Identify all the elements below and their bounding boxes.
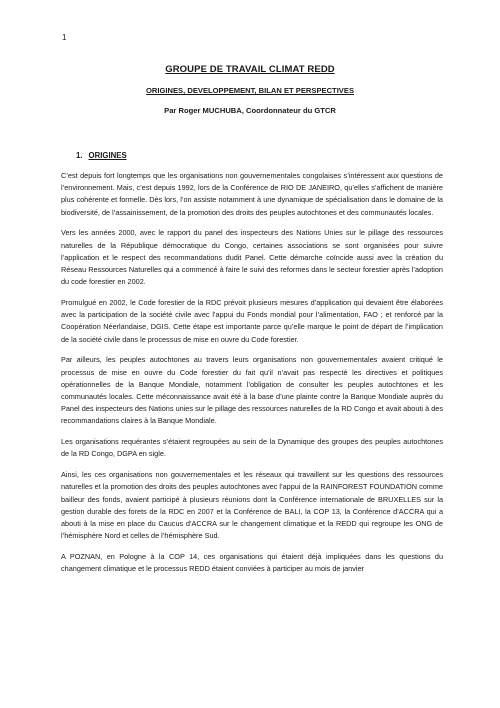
document-title: GROUPE DE TRAVAIL CLIMAT REDD — [165, 64, 335, 75]
body-text — [61, 170, 443, 584]
paragraph: Les organisations requérantes s’étaient regroupées au sein de la Dynamique des groupes des peuples autochtones de la RD Congo, DGPA en sigle. — [61, 437, 443, 459]
section-number: 1. — [76, 151, 83, 160]
paragraph: Par ailleurs, les peuples autochtones au travers leurs organisations non gouvernementales avaient critiqué le processus de mise en ouvre du Code forestier du fait qu’il n’avait pas respecté les directives et politiques opérationnelles de la Banque Mondiale, notamment l’obligation de consulter les peuples autochtones et les communautés locales. Cette méconnaissance avait été à la base d’une plainte contre la Banque Mondiale auprès du Panel des inspecteurs des Nations unies sur le pillage des ressources naturelles de la RD Congo et avait abouti à des recommandations claires à la Banque Mondiale. — [61, 355, 443, 426]
section-title: ORIGINES — [88, 151, 127, 160]
author-line: Par Roger MUCHUBA, Coordonnateur du GTCR — [164, 106, 336, 115]
paragraph: C’est depuis fort longtemps que les organisations non gouvernementales congolaises s’intéressent aux questions de l’environnement. Mais, c’est depuis 1992, lors de la Conférence de RIO DE JANEIRO, qu’elles s’affichent de manière plus cohérente et formelle. Dès lors, l’on assiste notamment à une dynamique de spécialisation dans le domaine de la biodiversité, de l’assainissement, de la promotion des droits des peuples autochtones et des communautés locales. — [61, 171, 443, 217]
paragraph: A POZNAN, en Pologne à la COP 14, ces organisations qui étaient déjà impliquées dans les questions du changement climatique et le processus REDD étaient conviées à participer au mois de janvier — [61, 552, 443, 574]
paragraph: Ainsi, les ces organisations non gouvernementales et les réseaux qui travaillent sur les questions des ressources naturelles et la promotion des droits des peuples autochtones avec l’appui de la RAINFOREST FOUNDATION comme bailleur des fonds, avaient participé à plusieurs réunions dont la Conférence internationale de BRUXELLES sur la gestion durable des forets de la RDC en 2007 et la Conférence de BALI, la COP 13, la Conférence d’ACCRA qui a abouti à la mise en place du Caucus d’ACCRA sur le changement climatique et la REDD qui regroupe les ONG de l’hémisphère Nord et celles de l’hémisphère Sud. — [61, 470, 443, 541]
paragraph: Promulgué en 2002, le Code forestier de la RDC prévoit plusieurs mesures d’application qui devaient être élaborées avec la participation de la société civile avec l’appui du Fonds mondial pour l’alimentation, FAO ; et renforcé par la Coopération Néerlandaise, DGIS. Cette étape est importante parce qu’elle marque le point de départ de l’implication de la société civile dans le processus de mise en ouvre du Code forestier. — [61, 298, 443, 344]
paragraph: Vers les années 2000, avec le rapport du panel des inspecteurs des Nations Unies sur le pillage des ressources naturelles de la République démocratique du Congo, certaines associations se sont organisées pour suivre l’application et le respect des recommandations dudit Panel. Cette démarche coïncide aussi avec la création du Réseau Ressources Naturelles qui a commencé à faire le suivi des reformes dans le secteur forestier après l’adoption du code forestier en 2002. — [61, 228, 443, 287]
section-heading — [76, 151, 127, 160]
document-subtitle: ORIGINES, DEVELOPPEMENT, BILAN ET PERSPECTIVES — [145, 86, 355, 95]
page-number: 1 — [62, 33, 67, 42]
